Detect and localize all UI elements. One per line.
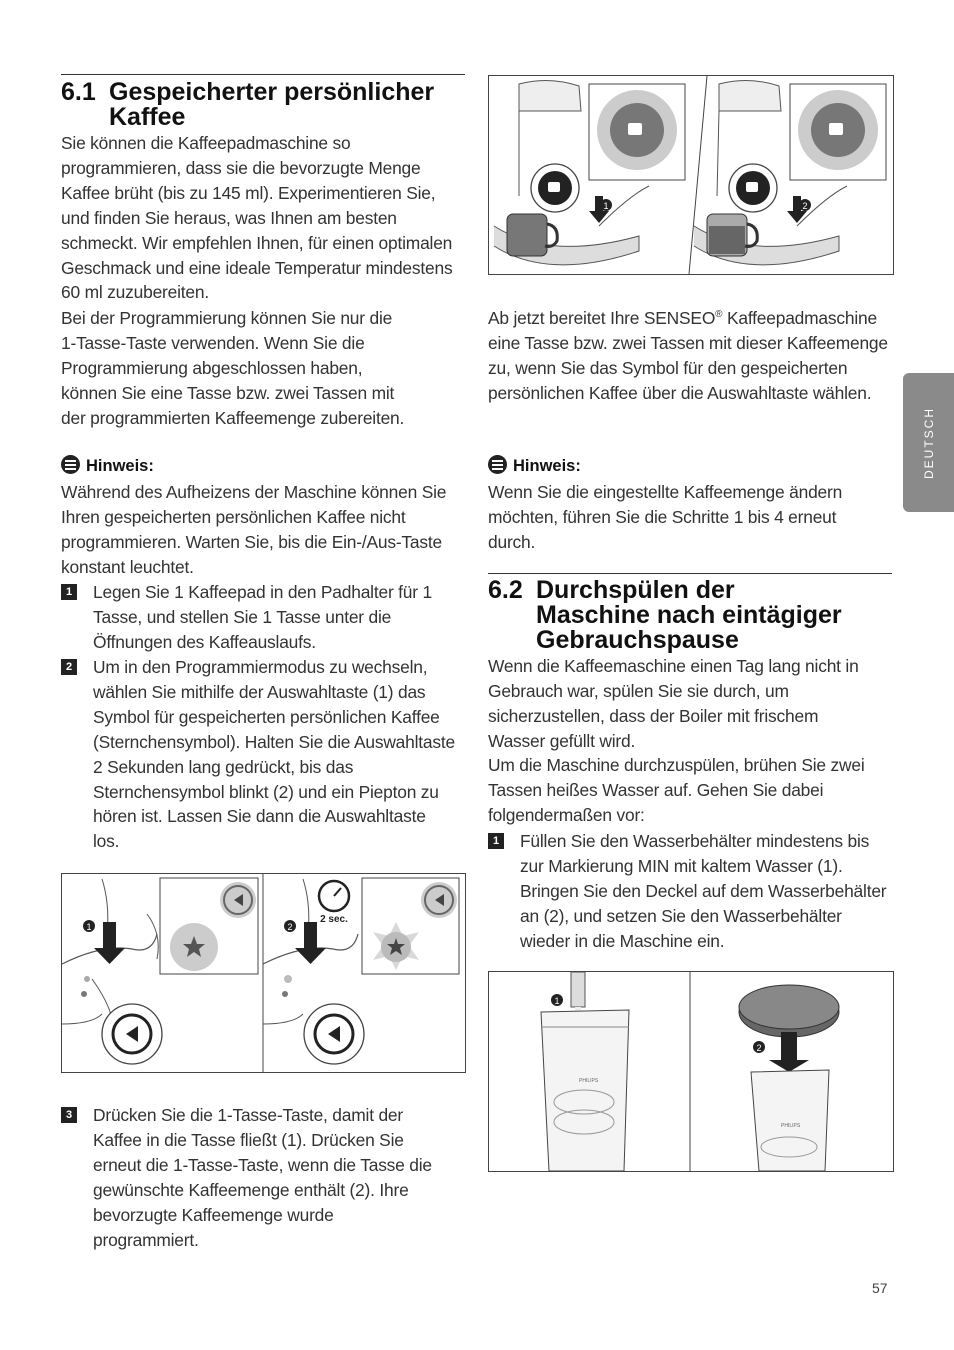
section-heading: 6.2 Durchspülen der Maschine nach eintägiger Gebrauchspause — [488, 576, 842, 654]
note-text: Während des Aufheizens der Maschine können Sie Ihren gespeicherten persönlichen Kaffee nicht programmieren. Warten Sie, bis die Ein-/Aus-Taste konstant leuchtet. — [61, 482, 447, 577]
step-item: 1 Füllen Sie den Wasserbehälter mindestens bis zur Markierung MIN mit kaltem Wasser (1). Bringen Sie den Deckel auf dem Wasserbehälter an (2), und setzen Sie den Wasserbehälter wieder in die Maschine ein. — [520, 829, 892, 954]
note-heading: Hinweis: — [61, 455, 154, 477]
svg-text:PHILIPS: PHILIPS — [579, 1078, 599, 1084]
section-heading: 6.1 Gespeicherter persönlicher Kaffee — [61, 78, 435, 131]
body-paragraph: Sie können die Kaffeepadmaschine so programmieren, dass sie die bevorzugte Menge Kaffee brüht (bis zu 145 ml). Experimentieren Sie, und finden Sie heraus, was Ihnen am besten schmeckt. Wir empfehlen Ihnen, für einen optimalen Geschmack und eine ideale Temperatur mindestens 60 ml zuzubereiten. — [61, 133, 453, 303]
svg-text:1: 1 — [554, 996, 560, 1006]
svg-text:2: 2 — [287, 922, 293, 932]
body-paragraph: Bei der Programmierung können Sie nur die 1-Tasse-Taste verwenden. Wenn Sie die Programmierung abgeschlossen haben, können Sie eine Tasse bzw. zwei Tassen mit der programmierten Kaffeemenge zubereiten. — [61, 308, 405, 428]
body-paragraph: Wenn die Kaffeemaschine einen Tag lang nicht in Gebrauch war, spülen Sie sie durch, um sicherzustellen, dass der Boiler mit frischem Wasser gefüllt wird. — [488, 656, 859, 751]
illustration-drawing — [62, 874, 465, 1072]
illustration-coffee-machine — [488, 75, 894, 275]
step-item: 3 Drücken Sie die 1-Tasse-Taste, damit der Kaffee in die Tasse fließt (1). Drücken Sie erneut die 1-Tasse-Taste, wenn die Tasse die gewünschte Kaffeemenge enthält (2). Ihre bevorzugte Kaffeemenge wurde programmiert. — [93, 1103, 433, 1252]
illustration-water-tank — [488, 971, 894, 1172]
step-number-badge: 1 — [61, 584, 77, 600]
step-item: 2 Um in den Programmiermodus zu wechseln, wählen Sie mithilfe der Auswahltaste (1) das Symbol für gespeicherten persönlichen Kaffee (Sternchensymbol). Halten Sie die Auswahltaste 2 Sekunden lang gedrückt, bis das Sternchensymbol blinkt (2) und ein Piepton zu hören ist. Lassen Sie dann die Auswahltaste los. — [93, 655, 455, 854]
section-rule — [488, 573, 892, 574]
page-number: 57 — [872, 1280, 888, 1296]
svg-text:2: 2 — [756, 1043, 762, 1053]
svg-text:PHILIPS: PHILIPS — [781, 1123, 801, 1129]
step-number-badge: 2 — [61, 659, 77, 675]
note-text: Wenn Sie die eingestellte Kaffeemenge ändern möchten, führen Sie die Schritte 1 bis 4 erneut durch. — [488, 482, 843, 552]
svg-text:1: 1 — [603, 201, 609, 211]
illustration-program-button — [61, 873, 466, 1073]
note-icon — [488, 455, 507, 474]
section-rule — [61, 74, 465, 75]
note-icon — [61, 455, 80, 474]
svg-text:2 sec.: 2 sec. — [320, 914, 348, 925]
illustration-drawing — [489, 972, 893, 1171]
body-paragraph: Ab jetzt bereitet Ihre SENSEO® Kaffeepadmaschine eine Tasse bzw. zwei Tassen mit dieser Kaffeemenge zu, wenn Sie das Symbol für den gespeicherten persönlichen Kaffee über die Auswahltaste wählen. — [488, 308, 888, 403]
svg-text:1: 1 — [86, 922, 92, 932]
svg-text:2: 2 — [802, 201, 808, 211]
step-item: 1 Legen Sie 1 Kaffeepad in den Padhalter für 1 Tasse, und stellen Sie 1 Tasse unter die Öffnungen des Kaffeauslaufs. — [93, 580, 453, 655]
note-heading: Hinweis: — [488, 455, 581, 477]
language-tab: DEUTSCH — [903, 373, 954, 512]
step-number-badge: 3 — [61, 1107, 77, 1123]
illustration-drawing — [489, 76, 893, 274]
body-paragraph: Um die Maschine durchzuspülen, brühen Sie zwei Tassen heißes Wasser auf. Gehen Sie dabei folgendermaßen vor: — [488, 755, 865, 825]
step-number-badge: 1 — [488, 833, 504, 849]
